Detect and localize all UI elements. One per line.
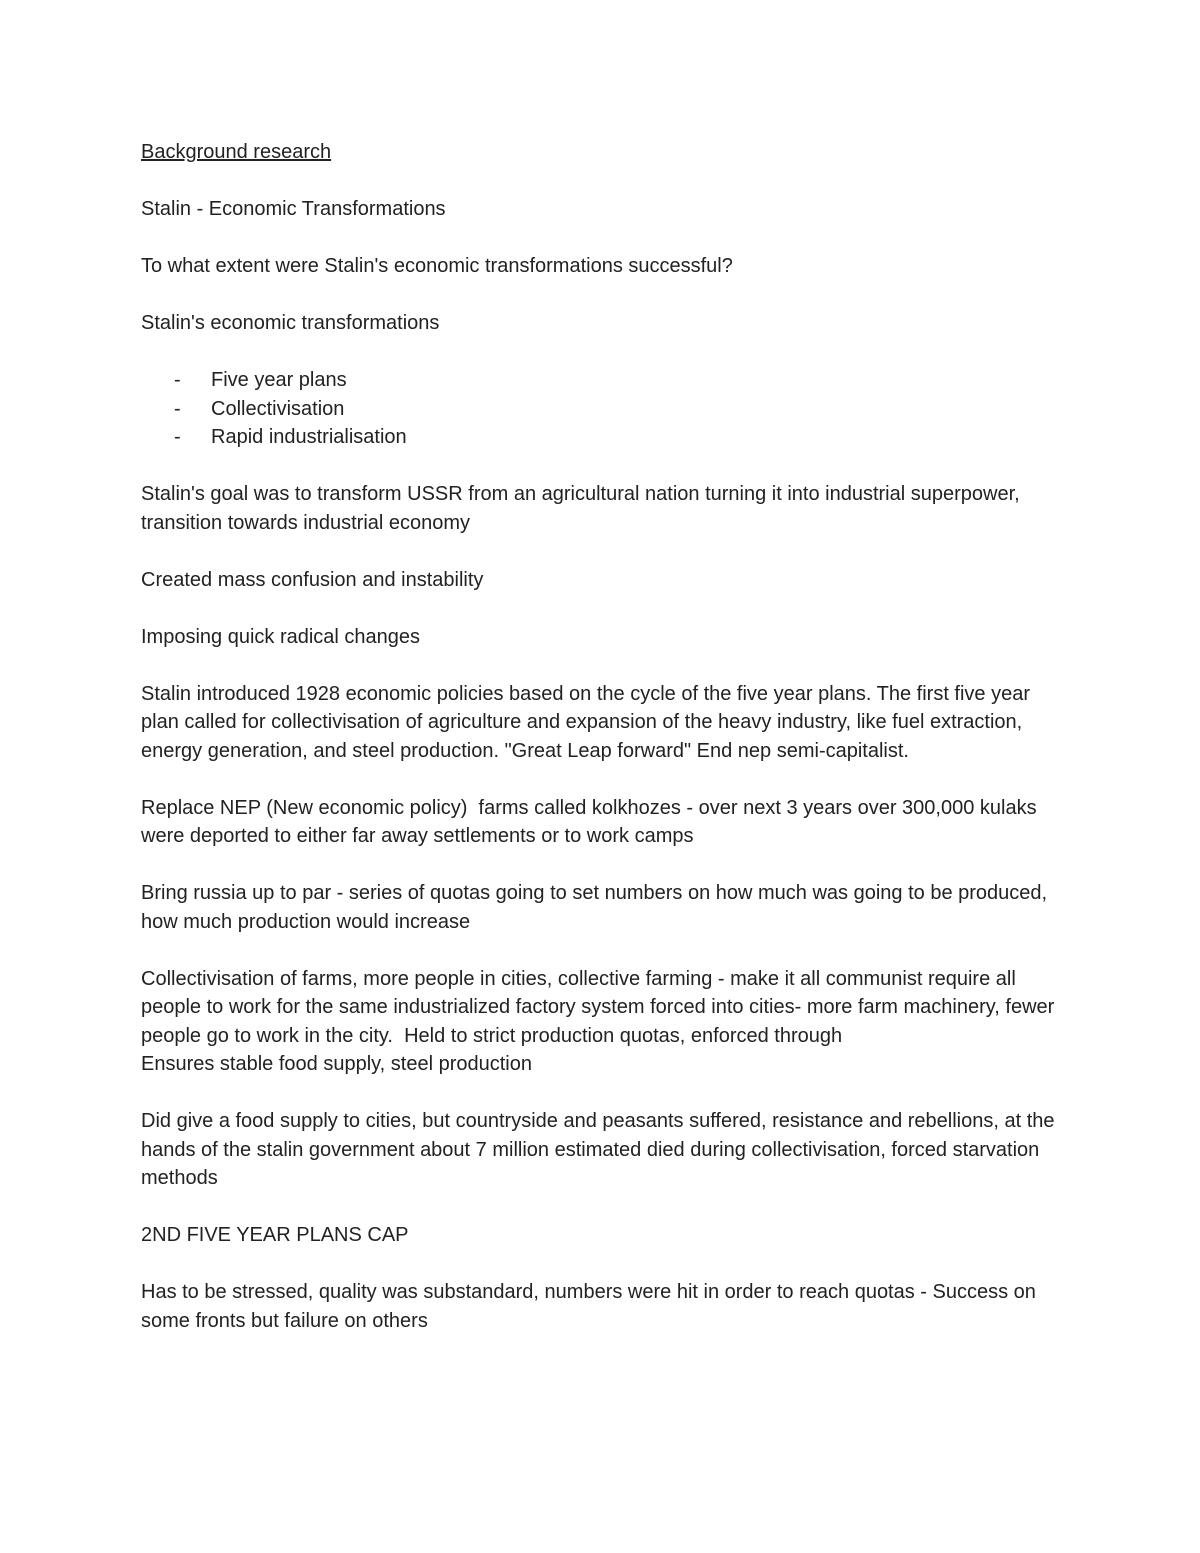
- list-intro: Stalin's economic transformations: [141, 312, 440, 334]
- dash-bullet: -: [174, 426, 181, 448]
- list-item: [141, 366, 1071, 395]
- dash-bullet: -: [174, 397, 181, 420]
- paragraph-suffering: Did give a food supply to cities, but countryside and peasants suffered, resistance and rebellions, at the hands of the stalin government about 7 million estimated died during collectivisation, forced starvation methods: [141, 1110, 1061, 1189]
- list-item-text: Collectivisation: [211, 397, 345, 420]
- paragraph-goal: Stalin's goal was to transform USSR from an agricultural nation turning it into industrial superpower, transition towards industrial economy: [141, 483, 1026, 534]
- paragraph-food-supply: Ensures stable food supply, steel production: [141, 1053, 532, 1075]
- spacer-line: [141, 338, 1071, 367]
- transformations-list: [141, 366, 1071, 452]
- document-page: [141, 138, 1071, 1364]
- paragraph-quotas: Bring russia up to par - series of quotas going to set numbers on how much was going to be produced, how much production would increase: [141, 882, 1053, 933]
- paragraph-replace-nep: Replace NEP (New economic policy) farms called kolkhozes - over next 3 years over 300,000 kulaks were deported to either far away settlements or to work camps: [141, 796, 1043, 847]
- paragraph-radical-changes: Imposing quick radical changes: [141, 625, 421, 648]
- list-item-text: Rapid industrialisation: [211, 426, 407, 448]
- list-item-text: Five year plans: [211, 369, 347, 391]
- dash-bullet: -: [174, 369, 181, 391]
- paragraph-confusion: Created mass confusion and instability: [141, 568, 484, 591]
- paragraph-quality: Has to be stressed, quality was substandard, numbers were hit in order to reach quotas - Success on some fronts but failure on others: [141, 1281, 1042, 1332]
- section-heading: Background research: [141, 141, 332, 163]
- document-subtitle: Stalin - Economic Transformations: [141, 198, 446, 220]
- research-question: To what extent were Stalin's economic transformations successful?: [141, 255, 733, 277]
- paragraph-collectivisation: Collectivisation of farms, more people in cities, collective farming - make it all communist require all people to work for the same industrialized factory system forced into cities- more farm machinery, fewer people go to work in the city. Held to strict production quotas, enforced through: [141, 967, 1060, 1047]
- paragraph-1928-policies: Stalin introduced 1928 economic policies based on the cycle of the five year plans. The first five year plan called for collectivisation of agriculture and expansion of the heavy industry, like fuel extraction, energy generation, and steel production. "Great Leap forward" End nep semi-capitalist.: [141, 682, 1036, 762]
- paragraph-second-plan: 2ND FIVE YEAR PLANS CAP: [141, 1224, 409, 1246]
- list-item: [141, 395, 1071, 424]
- list-item: [141, 423, 1071, 452]
